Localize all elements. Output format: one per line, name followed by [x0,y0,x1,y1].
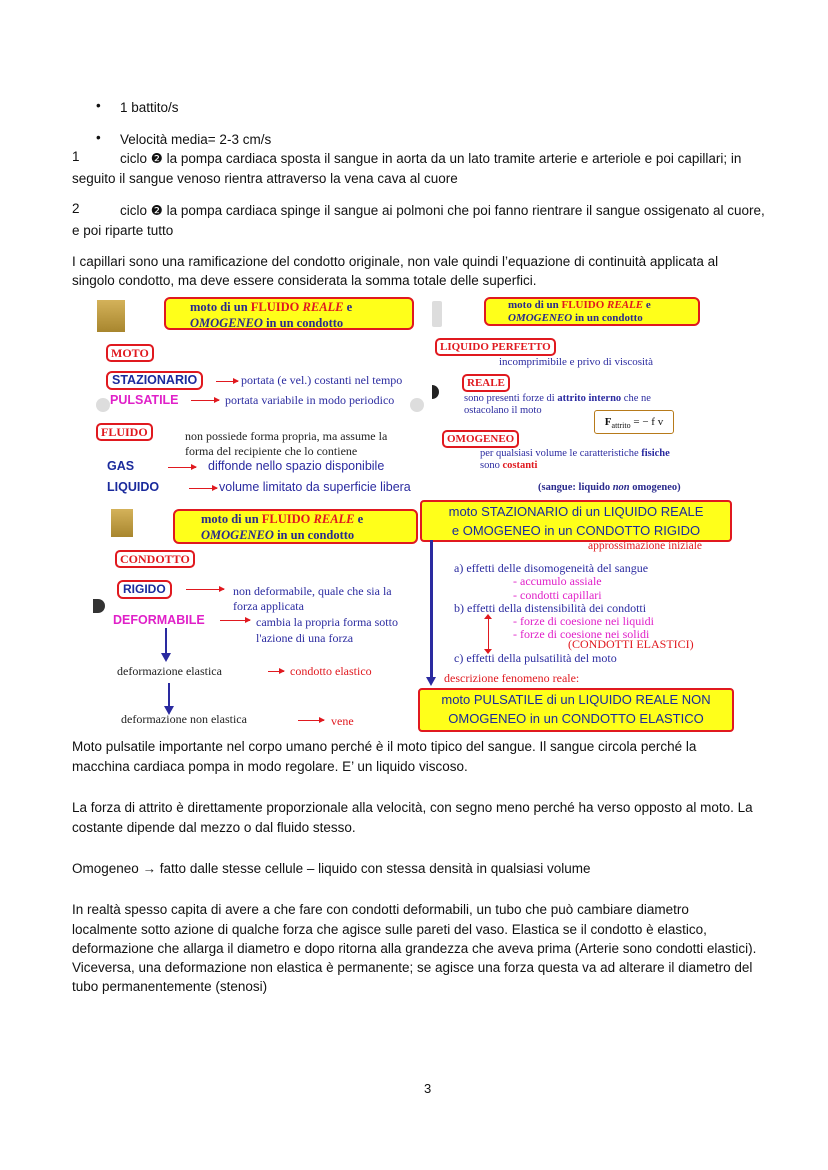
deformazione-elastica: deformazione elastica [117,664,222,678]
arrow [165,628,167,654]
effetto-a: a) effetti delle disomogeneità del sangue [454,561,649,575]
label-pulsatile: PULSATILE [110,393,179,407]
paragraph-line: Viceversa, una deformazione non elastica è permanente; se agisce una forza questa va ad alterare il diametro del [72,960,753,975]
double-arrow [488,616,489,650]
arrow [191,400,219,401]
bullet-dot: • [96,98,101,113]
decorative-shape [93,599,105,613]
paragraph-line: I capillari sono una ramificazione del condotto originale, non vale quindi l’equazione di continuità applicata al [72,254,719,269]
gas-desc: diffonde nello spazio disponibile [208,459,385,473]
effetto-b1: - forze di coesione nei liquidi [513,614,654,628]
sangue-note: (sangue: liquido non omogeneo) [538,482,681,493]
fluido-desc: non possiede forma propria, ma assume la [185,429,388,443]
paragraph-line: Moto pulsatile importante nel corpo umano perché è il moto tipico del sangue. Il sangue circola perché la [72,739,697,754]
paragraph-line: singolo condotto, ma deve essere considerata la somma totale delle superfici. [72,273,537,288]
arrow [186,589,224,590]
paragraph-line: localmente sotto azione di qualche forza che agisce sulle pareti del vaso. Elastica se il condotto è elastico, [72,922,707,937]
cycle-text: ciclo ❷ la pompa cardiaca spinge il sangue ai polmoni che poi fanno rientrare il sangue ossigenato al cuore, [120,203,765,218]
slide-moto-fluido [93,297,425,500]
bullet-text: Velocità media= 2-3 cm/s [120,132,272,147]
effetto-a2: - condotti capillari [513,588,602,602]
reale-desc: ostacolano il moto [464,405,542,416]
cycle-text: ciclo ❷ la pompa cardiaca sposta il sangue in aorta da un lato tramite arterie e arteriole e poi capillari; in [120,151,742,166]
paragraph-line: In realtà spesso capita di avere a che fare con condotti deformabili, un tubo che può cambiare diametro [72,902,689,917]
paragraph-line: deformazione che allarga il diametro e dopo ritorna alla grandezza che aveva prima (Arterie sono condotti elastici). [72,941,757,956]
arrow [189,488,217,489]
slide-header: moto di un FLUIDO REALE e OMOGENEO in un condotto [173,509,418,544]
paragraph-line: La forza di attrito è direttamente proporzionale alla velocità, con segno meno perché ha verso opposto al moto. La [72,800,753,815]
label-condotto: CONDOTTO [115,550,195,568]
label-liquido: LIQUIDO [107,480,160,494]
rigido-desc: non deformabile, quale che sia la [233,584,392,598]
paragraph-line: Omogeneo → fatto dalle stesse cellule – liquido con stessa densità in qualsiasi volume [72,861,591,876]
arrow [168,467,196,468]
slide-header: moto di un FLUIDO REALE e OMOGENEO in un condotto [484,297,700,326]
fluido-desc: forma del recipiente che lo contiene [185,444,358,458]
effetto-c: c) effetti della pulsatilità del moto [454,651,617,665]
arrow [268,671,284,672]
arrow-head [484,614,492,619]
reale-desc: sono presenti forze di attrito interno che ne [464,393,651,404]
prev-slide-icon[interactable] [96,398,110,412]
bullet-dot: • [96,130,101,145]
condotti-elastici: (CONDOTTI ELASTICI) [568,637,694,651]
rigido-desc: forza applicata [233,599,304,613]
label-deformabile: DEFORMABILE [113,613,205,627]
label-gas: GAS [107,459,135,473]
deformazione-non-elastica: deformazione non elastica [121,712,247,726]
arrow [430,540,433,678]
label-omogeneo: OMOGENEO [442,430,519,448]
arrow [168,683,170,707]
omogeneo-desc: per qualsiasi volume le caratteristiche fisiche [480,448,670,459]
label-fluido: FLUIDO [96,423,153,441]
label-stazionario: STAZIONARIO [106,371,203,390]
effetto-a1: - accumulo assiale [513,574,602,588]
slide-marker [432,301,442,327]
paragraph-line: macchina cardiaca pompa in modo regolare. E’ un liquido viscoso. [72,759,468,774]
cycle-number: 2 [72,201,80,216]
label-rigido: RIGIDO [117,580,172,599]
stazionario-box: moto STAZIONARIO di un LIQUIDO REALE e OMOGENEO in un CONDOTTO RIGIDO [420,500,732,542]
approssimazione-label: approssimazione iniziale [588,540,703,552]
pulsatile-box: moto PULSATILE di un LIQUIDO REALE NON OMOGENEO in un CONDOTTO ELASTICO [418,688,734,732]
paragraph-line: costante dipende dal mezzo o dal fluido stesso. [72,820,356,835]
stazionario-desc: portata (e vel.) costanti nel tempo [241,373,403,387]
deformabile-desc: l'azione di una forza [256,631,354,645]
label-moto: MOTO [106,344,154,362]
label-liquido-perfetto: LIQUIDO PERFETTO [435,338,556,356]
descrizione-fenomeno: descrizione fenomeno reale: [444,671,580,685]
slide-approssimazione [418,500,734,732]
arrow [216,381,238,382]
label-reale: REALE [462,374,510,392]
vene: vene [331,714,354,728]
cycle-number: 1 [72,149,80,164]
slide-liquido-perfetto [432,297,732,500]
liquido-desc: volume limitato da superficie libera [219,480,411,494]
effetto-b: b) effetti della distensibilità dei condotti [454,601,647,615]
university-logo [97,300,125,332]
arrow [220,620,250,621]
condotto-elastico: condotto elastico [290,664,372,678]
university-logo [111,509,133,537]
omogeneo-desc: sono costanti [480,460,538,471]
cycle-text: e poi riparte tutto [72,223,174,238]
bullet-text: 1 battito/s [120,100,179,115]
pulsatile-desc: portata variabile in modo periodico [225,393,395,407]
next-slide-icon[interactable] [410,398,424,412]
arrow [298,720,324,721]
page-number: 3 [424,1081,432,1096]
formula-attrito: $F_{attrito}$ = − f v [594,410,674,434]
decorative-shape [432,385,439,399]
cycle-text: seguito il sangue venoso rientra attraverso la vena cava al cuore [72,171,458,186]
effetto-b2: - forze di coesione nei solidi [513,627,650,641]
perfetto-desc: incomprimibile e privo di viscosità [499,356,653,368]
slide-header: moto di un FLUIDO REALE e OMOGENEO in un condotto [164,297,414,330]
slide-condotto [93,506,425,732]
deformabile-desc: cambia la propria forma sotto [256,615,398,629]
paragraph-line: tubo permanentemente (stenosi) [72,979,268,994]
